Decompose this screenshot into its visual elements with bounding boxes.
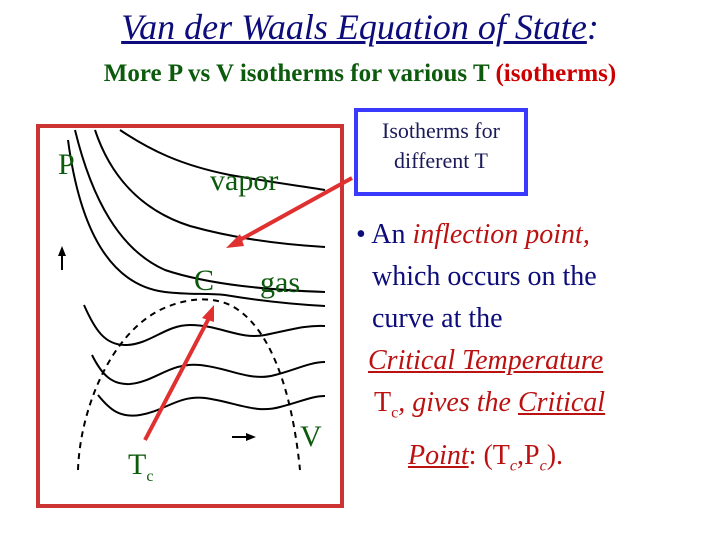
title-colon: : <box>586 7 599 47</box>
callout-line2: different T <box>394 148 488 173</box>
title-text: Van der Waals Equation of State <box>121 7 587 47</box>
tc-pc-close: ). <box>546 439 564 471</box>
bullet-line-1 <box>350 214 720 256</box>
bullet-line-6 <box>350 435 720 488</box>
label-p: P <box>58 148 75 181</box>
label-vapor: vapor <box>210 164 279 197</box>
point-text: Point <box>408 439 469 471</box>
label-c: C <box>194 264 215 297</box>
subtitle-highlight: (isotherms) <box>495 60 617 87</box>
subtitle-text: More P vs V isotherms for various T <box>103 60 496 87</box>
label-gas: gas <box>260 266 300 299</box>
bullet-text <box>350 214 720 487</box>
bullet-line1-emphasis: inflection point, <box>412 219 590 250</box>
tc-pc-open: : (T <box>468 439 510 471</box>
tc-pc-comma: ,P <box>517 439 540 471</box>
bullet-line-2: which occurs on the <box>372 261 597 292</box>
bullet-line-4 <box>350 340 720 382</box>
bullet-line-3: curve at the <box>372 303 503 334</box>
bullet-line-5 <box>350 382 720 435</box>
isotherms-callout <box>354 108 528 196</box>
bullet-marker: • <box>356 219 366 250</box>
critical-text: Critical <box>517 387 606 418</box>
bullet-line1-pre: An <box>371 219 413 250</box>
callout-line1: Isotherms for <box>382 118 500 143</box>
tc-symbol: T <box>374 387 392 418</box>
critical-temperature-text: Critical Temperature <box>368 345 604 376</box>
diagram-frame <box>38 126 342 506</box>
label-tc <box>128 448 153 486</box>
tc-sub: c <box>391 404 399 422</box>
gives-the-text: , gives the <box>398 387 518 418</box>
label-v: V <box>300 420 322 453</box>
label-tc-t: T <box>128 448 147 481</box>
tc-pc-sub2: c <box>539 457 547 475</box>
tc-pc-sub1: c <box>509 457 517 475</box>
label-tc-sub: c <box>146 468 154 485</box>
